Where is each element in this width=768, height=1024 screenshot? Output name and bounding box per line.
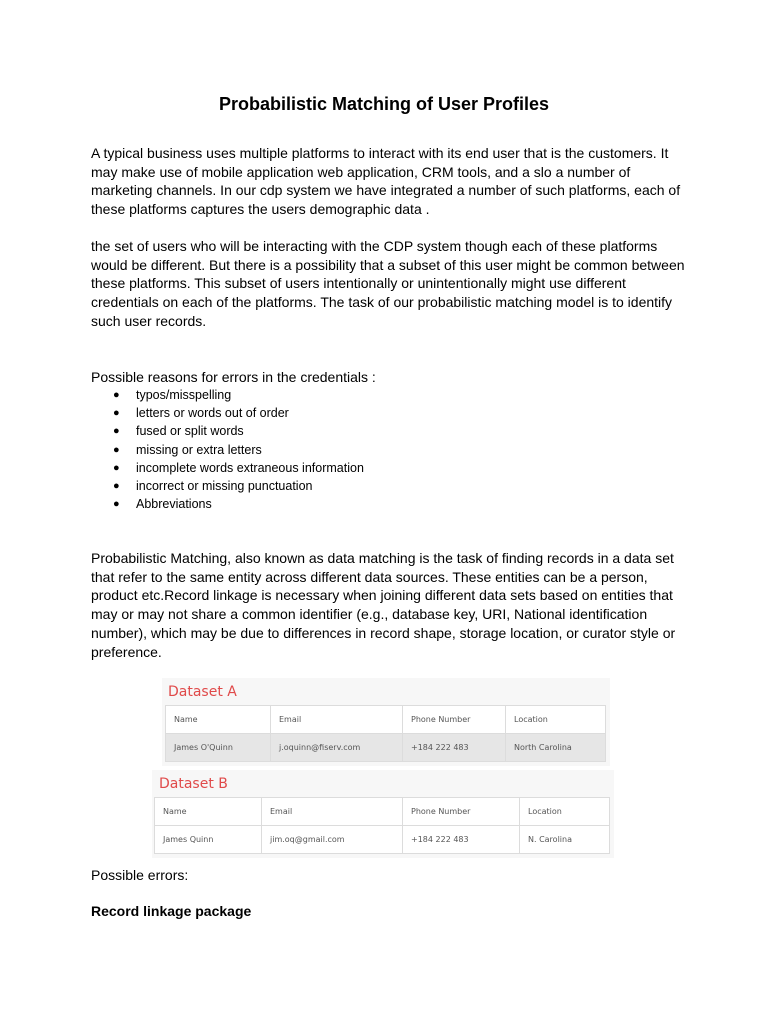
table-header: Phone Number — [403, 706, 506, 734]
table-cell: James Quinn — [155, 826, 262, 854]
record-linkage-heading: Record linkage package — [91, 903, 252, 919]
reasons-list — [91, 386, 591, 513]
list-item: ● incorrect or missing punctuation — [91, 477, 591, 495]
table-cell: jim.oq@gmail.com — [262, 826, 403, 854]
reasons-intro: Possible reasons for errors in the credentials : — [91, 369, 376, 385]
table-cell: +184 222 483 — [403, 826, 520, 854]
matching-paragraph: Probabilistic Matching, also known as data matching is the task of finding records in a data set that refer to the same entity across different data sources. These entities can be a person, product etc.Record linkage is necessary when joining different data sets based on entities that may or may not share a common identifier (e.g., database key, URI, National identification number), which may be due to differences in record shape, storage location, or curator style or preference. — [91, 550, 676, 660]
bullet-icon: ● — [113, 443, 120, 456]
bullet-icon: ● — [113, 480, 120, 493]
dataset-a-table — [165, 705, 606, 762]
list-item: ● Abbreviations — [91, 495, 591, 513]
table-header-row — [155, 798, 610, 826]
list-item: ● typos/misspelling — [91, 386, 591, 404]
table-header: Location — [520, 798, 610, 826]
possible-errors-heading: Possible errors: — [91, 867, 189, 883]
table-cell: +184 222 483 — [403, 734, 506, 762]
table-row — [166, 734, 606, 762]
bullet-icon: ● — [113, 498, 120, 511]
page-title: Probabilistic Matching of User Profiles — [218, 94, 550, 114]
table-header: Email — [262, 798, 403, 826]
list-item: ● letters or words out of order — [91, 404, 591, 422]
table-header: Email — [271, 706, 403, 734]
intro-paragraph: A typical business uses multiple platforms to interact with its end user that is the customers. It may make use of mobile application web application, CRM tools, and a slo a number of marketing channels. In our cdp system we have integrated a number of such platforms, each of these platforms captures the users demographic data . — [91, 145, 681, 218]
table-header: Location — [506, 706, 606, 734]
list-item: ● fused or split words — [91, 422, 591, 440]
table-row — [155, 826, 610, 854]
second-paragraph: the set of users who will be interacting with the CDP system though each of these platforms would be different. But there is a possibility that a subset of this user might be common between these platforms. This subset of users intentionally or unintentionally might use different credentials on each of the platforms. The task of our probabilistic matching model is to identify such user records. — [91, 238, 685, 329]
table-cell: N. Carolina — [520, 826, 610, 854]
bullet-icon: ● — [113, 407, 120, 420]
dataset-b-label: Dataset B — [159, 776, 228, 792]
table-header: Phone Number — [403, 798, 520, 826]
dataset-a-label: Dataset A — [168, 684, 237, 700]
list-item: ● incomplete words extraneous information — [91, 459, 591, 477]
list-item: ● missing or extra letters — [91, 441, 591, 459]
table-cell: j.oquinn@fiserv.com — [271, 734, 403, 762]
table-cell: James O'Quinn — [166, 734, 271, 762]
table-header-row — [166, 706, 606, 734]
dataset-b-table — [154, 797, 610, 854]
bullet-icon: ● — [113, 389, 120, 401]
table-cell: North Carolina — [506, 734, 606, 762]
table-header: Name — [155, 798, 262, 826]
bullet-icon: ● — [113, 461, 120, 474]
bullet-icon: ● — [113, 425, 120, 438]
table-header: Name — [166, 706, 271, 734]
